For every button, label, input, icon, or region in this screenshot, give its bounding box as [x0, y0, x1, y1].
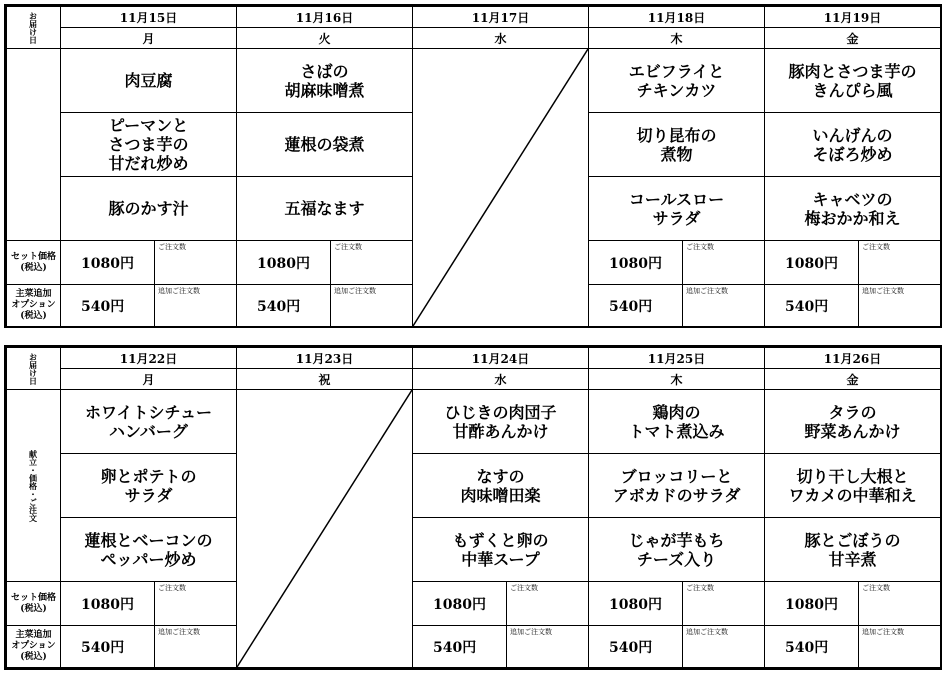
- dish-name: じゃが芋もち チーズ入り: [589, 518, 765, 582]
- dish-name: 肉豆腐: [61, 49, 237, 113]
- dish-name: タラの 野菜あんかけ: [765, 390, 941, 454]
- dish-name: 豚のかす汁: [61, 177, 237, 241]
- set-price-label-text: セット価格 (税込): [10, 592, 56, 614]
- add-order-count-label: 追加ご注文数: [334, 287, 376, 295]
- week1-menu-table: [4, 4, 942, 328]
- dish-name: 豚とごぼうの 甘辛煮: [765, 518, 941, 582]
- order-count-label: ご注文数: [510, 584, 538, 592]
- add-order-count-field[interactable]: [331, 285, 413, 327]
- add-order-count-label: 追加ご注文数: [862, 287, 904, 295]
- day-of-week: 水: [413, 28, 589, 49]
- add-order-count-label: 追加ご注文数: [510, 628, 552, 636]
- day-of-week: 金: [765, 28, 941, 49]
- dish-name: なすの 肉味噌田楽: [413, 454, 589, 518]
- delivery-date: 11月17日: [413, 7, 589, 28]
- dish-name: もずくと卵の 中華スープ: [413, 518, 589, 582]
- dish-name: 切り干し大根と ワカメの中華和え: [765, 454, 941, 518]
- dish-name: 蓮根の袋煮: [237, 113, 413, 177]
- dish-name: コールスロー サラダ: [589, 177, 765, 241]
- add-order-count-label: 追加ご注文数: [686, 287, 728, 295]
- option-price: 540円: [237, 285, 331, 327]
- delivery-day-label: [7, 348, 61, 390]
- add-order-count-field[interactable]: [683, 285, 765, 327]
- menu-grid: [6, 347, 941, 668]
- option-price-label: [7, 285, 61, 327]
- set-price: 1080円: [413, 582, 507, 626]
- dish-name: 切り昆布の 煮物: [589, 113, 765, 177]
- menu-side-text: 献立・価格・ご注文: [28, 449, 39, 522]
- order-count-field[interactable]: [683, 582, 765, 626]
- delivery-date: 11月15日: [61, 7, 237, 28]
- order-count-field[interactable]: [155, 582, 237, 626]
- menu-side-label: [7, 49, 61, 241]
- add-order-count-field[interactable]: [859, 285, 941, 327]
- day-of-week: 木: [589, 369, 765, 390]
- day-of-week: 祝: [237, 369, 413, 390]
- option-price: 540円: [765, 285, 859, 327]
- week2-menu-table: [4, 345, 942, 670]
- day-of-week: 木: [589, 28, 765, 49]
- dish-name: キャベツの 梅おかか和え: [765, 177, 941, 241]
- dish-name: 卵とポテトの サラダ: [61, 454, 237, 518]
- order-count-field[interactable]: [331, 241, 413, 285]
- delivery-date: 11月18日: [589, 7, 765, 28]
- add-order-count-field[interactable]: [859, 626, 941, 668]
- order-count-label: ご注文数: [158, 584, 186, 592]
- dish-name: ピーマンと さつま芋の 甘だれ炒め: [61, 113, 237, 177]
- add-order-count-field[interactable]: [155, 626, 237, 668]
- option-price: 540円: [61, 626, 155, 668]
- order-count-field[interactable]: [155, 241, 237, 285]
- add-order-count-label: 追加ご注文数: [862, 628, 904, 636]
- delivery-date: 11月22日: [61, 348, 237, 369]
- order-count-label: ご注文数: [862, 243, 890, 251]
- day-of-week: 月: [61, 369, 237, 390]
- day-of-week: 月: [61, 28, 237, 49]
- order-count-field[interactable]: [859, 582, 941, 626]
- set-price-label-text: セット価格 (税込): [10, 251, 56, 273]
- dish-name: 鶏肉の トマト煮込み: [589, 390, 765, 454]
- option-price: 540円: [765, 626, 859, 668]
- option-price: 540円: [413, 626, 507, 668]
- set-price: 1080円: [61, 582, 155, 626]
- dish-name: 五福なます: [237, 177, 413, 241]
- delivery-day-label: [7, 7, 61, 49]
- set-price: 1080円: [61, 241, 155, 285]
- set-price: 1080円: [237, 241, 331, 285]
- dish-name: いんげんの そぼろ炒め: [765, 113, 941, 177]
- option-price: 540円: [589, 285, 683, 327]
- closed-day-cell: [237, 390, 413, 668]
- add-order-count-field[interactable]: [683, 626, 765, 668]
- option-price-label-text: 主菜追加 オプション (税込): [11, 630, 56, 662]
- order-count-label: ご注文数: [862, 584, 890, 592]
- dish-name: 豚肉とさつま芋の きんぴら風: [765, 49, 941, 113]
- order-count-field[interactable]: [507, 582, 589, 626]
- add-order-count-label: 追加ご注文数: [158, 628, 200, 636]
- order-count-label: ご注文数: [158, 243, 186, 251]
- order-count-field[interactable]: [859, 241, 941, 285]
- add-order-count-field[interactable]: [155, 285, 237, 327]
- add-order-count-label: 追加ご注文数: [686, 628, 728, 636]
- delivery-day-text: お届け日: [28, 352, 39, 385]
- delivery-date: 11月24日: [413, 348, 589, 369]
- dish-name: ブロッコリーと アボカドのサラダ: [589, 454, 765, 518]
- delivery-date: 11月26日: [765, 348, 941, 369]
- add-order-count-field[interactable]: [507, 626, 589, 668]
- delivery-date: 11月25日: [589, 348, 765, 369]
- order-count-label: ご注文数: [334, 243, 362, 251]
- day-of-week: 水: [413, 369, 589, 390]
- set-price: 1080円: [589, 241, 683, 285]
- day-of-week: 金: [765, 369, 941, 390]
- delivery-date: 11月19日: [765, 7, 941, 28]
- delivery-day-text: お届け日: [28, 11, 39, 44]
- option-price-label: [7, 626, 61, 668]
- set-price-label: [7, 241, 61, 285]
- day-of-week: 火: [237, 28, 413, 49]
- set-price: 1080円: [589, 582, 683, 626]
- menu-grid: [6, 6, 941, 327]
- closed-slash-line: [237, 390, 412, 667]
- set-price-label: [7, 582, 61, 626]
- set-price: 1080円: [765, 241, 859, 285]
- dish-name: ホワイトシチュー ハンバーグ: [61, 390, 237, 454]
- dish-name: 蓮根とベーコンの ペッパー炒め: [61, 518, 237, 582]
- dish-name: エビフライと チキンカツ: [589, 49, 765, 113]
- order-count-label: ご注文数: [686, 584, 714, 592]
- dish-name: ひじきの肉団子 甘酢あんかけ: [413, 390, 589, 454]
- delivery-date: 11月16日: [237, 7, 413, 28]
- order-count-label: ご注文数: [686, 243, 714, 251]
- option-price: 540円: [61, 285, 155, 327]
- menu-side-label: [7, 390, 61, 582]
- delivery-date: 11月23日: [237, 348, 413, 369]
- closed-day-cell: [413, 49, 589, 327]
- order-count-field[interactable]: [683, 241, 765, 285]
- option-price-label-text: 主菜追加 オプション (税込): [11, 289, 56, 321]
- option-price: 540円: [589, 626, 683, 668]
- set-price: 1080円: [765, 582, 859, 626]
- closed-slash-line: [413, 49, 588, 326]
- dish-name: さばの 胡麻味噌煮: [237, 49, 413, 113]
- add-order-count-label: 追加ご注文数: [158, 287, 200, 295]
